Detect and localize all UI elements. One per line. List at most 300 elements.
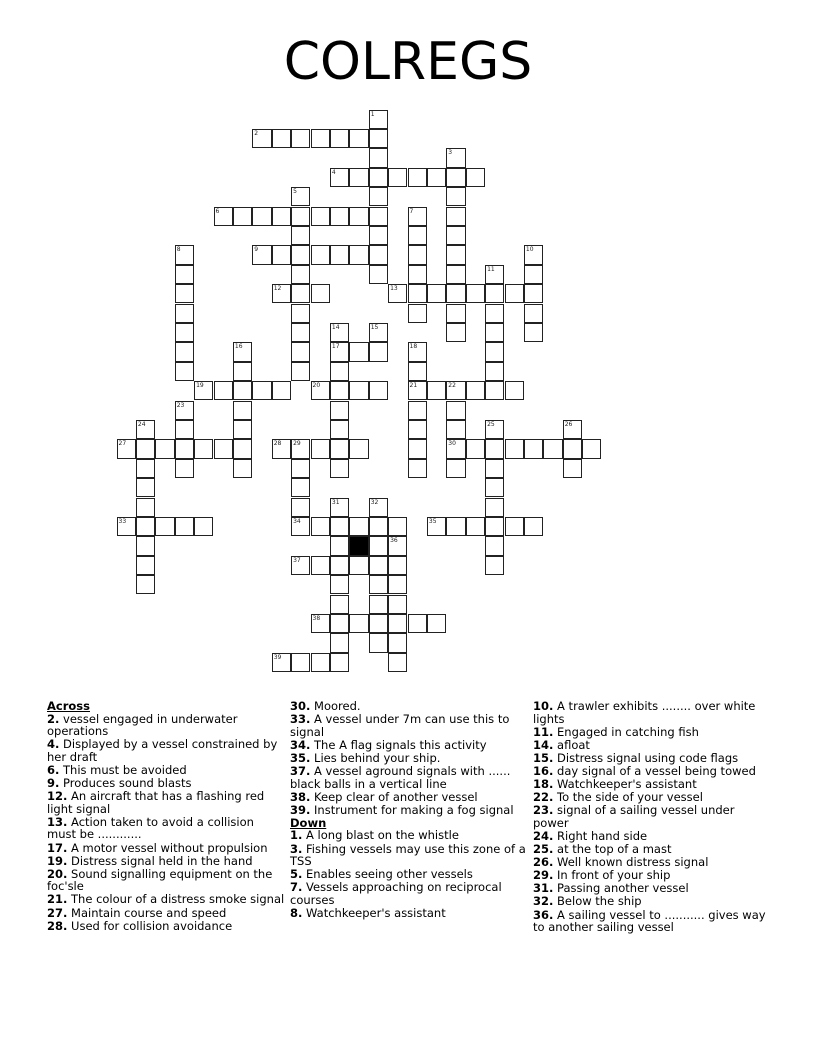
clue-text: The colour of a distress smoke signal [71,892,285,907]
grid-cell[interactable] [446,245,465,264]
grid-cell[interactable] [408,207,427,226]
grid-cell[interactable] [408,304,427,323]
clue-number-label: 26. [533,855,554,870]
grid-cell[interactable] [369,342,388,361]
grid-cell[interactable] [446,187,465,206]
clue-number: 2 [254,129,259,137]
grid-cell[interactable] [330,459,349,478]
clue-text: Engaged in catching fish [557,724,699,739]
grid-cell[interactable] [175,362,194,381]
grid-cell[interactable] [311,207,330,226]
grid-cell[interactable] [349,129,368,148]
clue-number: 12 [273,285,282,293]
grid-cell[interactable] [233,401,252,420]
grid-cell[interactable] [252,381,271,400]
grid-cell[interactable] [311,245,330,264]
grid-cell[interactable] [330,595,349,614]
grid-cell[interactable] [446,168,465,187]
grid-cell[interactable] [446,420,465,439]
grid-cell[interactable] [408,226,427,245]
grid-cell[interactable] [291,556,310,575]
grid-cell[interactable] [369,187,388,206]
grid-cell[interactable] [446,304,465,323]
grid-cell[interactable] [349,556,368,575]
grid-cell[interactable] [485,556,504,575]
grid-cell[interactable] [175,323,194,342]
grid-cell[interactable] [272,284,291,303]
grid-cell[interactable] [214,381,233,400]
grid-cell[interactable] [446,226,465,245]
grid-cell[interactable] [524,245,543,264]
clue-item [290,713,528,738]
grid-cell[interactable] [427,614,446,633]
grid-cell[interactable] [427,284,446,303]
clue-number: 25 [487,420,495,428]
grid-cell[interactable] [291,517,310,536]
grid-cell[interactable] [466,517,485,536]
clue-number-label: 22. [533,790,554,805]
grid-cell[interactable] [136,420,155,439]
grid-cell[interactable] [446,439,465,458]
grid-cell[interactable] [136,556,155,575]
grid-cell[interactable] [408,362,427,381]
grid-cell[interactable] [427,381,446,400]
clue-text: Lies behind your ship. [314,750,441,765]
grid-cell[interactable] [485,420,504,439]
clue-number: 11 [487,265,495,273]
grid-cell[interactable] [524,517,543,536]
grid-cell[interactable] [194,381,213,400]
clue-number: 10 [525,246,534,254]
clue-number-label: 19. [47,853,68,868]
grid-cell[interactable] [233,381,252,400]
grid-cell[interactable] [524,439,543,458]
grid-cell[interactable] [466,381,485,400]
clue-number-label: 39. [290,802,311,817]
grid-cell[interactable] [214,439,233,458]
grid-cell[interactable] [155,517,174,536]
grid-cell[interactable] [291,459,310,478]
grid-cell[interactable] [524,284,543,303]
grid-cell[interactable] [330,129,349,148]
grid-cell[interactable] [485,459,504,478]
grid-cell[interactable] [136,459,155,478]
clue-item [47,764,285,777]
clue-item [533,700,773,725]
clue-text: Instrument for making a fog signal [314,802,514,817]
clue-number: 21 [409,382,418,390]
clue-number-label: 15. [533,750,554,765]
grid-cell[interactable] [349,439,368,458]
clue-text: day signal of a vessel being towed [557,763,756,778]
grid-cell[interactable] [563,420,582,439]
clue-number-label: 30. [290,699,311,713]
grid-cell[interactable] [291,207,310,226]
grid-cell[interactable] [388,575,407,594]
grid-cell[interactable] [252,129,271,148]
grid-cell[interactable] [175,459,194,478]
clue-number-label: 5. [290,867,303,882]
grid-cell[interactable] [330,245,349,264]
clue-item [533,791,773,804]
clue-text: Right hand side [557,828,648,843]
grid-cell[interactable] [505,284,524,303]
grid-cell[interactable] [446,265,465,284]
grid-cell[interactable] [543,439,562,458]
clue-number-label: 38. [290,789,311,804]
clue-item [533,869,773,882]
grid-cell[interactable] [446,207,465,226]
grid-cell[interactable] [291,304,310,323]
clue-text: A vessel under 7m can use this to signal [290,712,510,739]
grid-cell[interactable] [369,633,388,652]
clue-item [290,700,528,713]
clues-column-2 [290,700,528,920]
clue-number-label: 18. [533,777,554,792]
clue-number: 37 [293,556,301,564]
grid-cell[interactable] [349,207,368,226]
grid-cell[interactable] [369,614,388,633]
grid-cell[interactable] [233,439,252,458]
grid-cell[interactable] [272,129,291,148]
clue-number: 33 [118,517,127,525]
clue-item [47,920,285,933]
grid-cell[interactable] [175,284,194,303]
grid-cell[interactable] [485,478,504,497]
grid-cell[interactable] [330,323,349,342]
grid-cell[interactable] [330,556,349,575]
grid-cell[interactable] [388,536,407,555]
clue-item [47,893,285,906]
grid-cell[interactable] [194,517,213,536]
grid-cell[interactable] [330,536,349,555]
clue-number: 27 [118,440,127,448]
clue-item [290,765,528,790]
grid-cell[interactable] [311,284,330,303]
clue-number: 34 [293,517,301,525]
grid-cell[interactable] [485,498,504,517]
across-heading: Across [47,699,90,713]
grid-cell[interactable] [369,265,388,284]
grid-cell[interactable] [466,439,485,458]
grid-cell[interactable] [408,614,427,633]
clue-number-label: 25. [533,842,554,857]
grid-cell[interactable] [233,459,252,478]
grid-cell[interactable] [446,381,465,400]
grid-cell[interactable] [291,129,310,148]
clue-number: 13 [390,285,398,293]
clue-text: Below the ship [557,894,642,909]
grid-cell[interactable] [117,439,136,458]
clue-item [47,777,285,790]
grid-cell[interactable] [291,323,310,342]
clue-number-label: 23. [533,803,554,818]
clue-number-label: 27. [47,905,68,920]
grid-cell[interactable] [272,245,291,264]
grid-cell[interactable] [330,614,349,633]
clue-number-label: 34. [290,737,311,752]
grid-cell[interactable] [408,439,427,458]
grid-cell[interactable] [291,498,310,517]
grid-cell[interactable] [136,478,155,497]
clue-text: Maintain course and speed [71,905,227,920]
grid-cell[interactable] [291,245,310,264]
grid-cell[interactable] [563,459,582,478]
grid-cell[interactable] [485,362,504,381]
grid-cell[interactable] [446,459,465,478]
grid-cell[interactable] [349,342,368,361]
grid-cell[interactable] [291,226,310,245]
grid-cell[interactable] [330,498,349,517]
grid-cell[interactable] [349,168,368,187]
grid-cell[interactable] [369,226,388,245]
grid-cell[interactable] [485,265,504,284]
grid-cell[interactable] [330,401,349,420]
grid-cell[interactable] [485,304,504,323]
clue-number: 31 [331,498,340,506]
clue-item [290,868,528,881]
grid-cell[interactable] [369,168,388,187]
clue-text: Produces sound blasts [63,776,192,791]
grid-cell[interactable] [485,284,504,303]
grid-cell[interactable] [408,401,427,420]
grid-cell[interactable] [505,381,524,400]
clue-text: This must be avoided [63,762,187,777]
grid-cell[interactable] [330,362,349,381]
clue-number-label: 9. [47,776,60,791]
grid-cell[interactable] [272,207,291,226]
grid-cell[interactable] [369,129,388,148]
grid-cell[interactable] [408,342,427,361]
grid-cell[interactable] [369,536,388,555]
grid-cell[interactable] [446,323,465,342]
clue-text: A motor vessel without propulsion [71,840,268,855]
grid-cell[interactable] [505,439,524,458]
grid-cell[interactable] [291,284,310,303]
grid-cell[interactable] [136,498,155,517]
clue-number: 15 [370,323,379,331]
grid-cell[interactable] [446,517,465,536]
grid-cell[interactable] [330,517,349,536]
clue-item [290,843,528,868]
grid-cell[interactable] [311,517,330,536]
grid-cell[interactable] [349,517,368,536]
clue-number: 8 [176,246,181,254]
grid-cell[interactable] [446,284,465,303]
clues-column-3 [533,700,773,934]
grid-cell[interactable] [291,653,310,672]
grid-cell[interactable] [311,381,330,400]
grid-cell[interactable] [330,439,349,458]
grid-cell[interactable] [330,207,349,226]
grid-cell[interactable] [485,439,504,458]
clue-text: Distress signal held in the hand [71,853,253,868]
grid-cell[interactable] [311,653,330,672]
down-clue-list-continued [533,700,773,934]
clue-item [47,868,285,893]
grid-cell[interactable] [252,245,271,264]
grid-cell[interactable] [427,517,446,536]
grid-cell[interactable] [388,595,407,614]
clue-number-label: 10. [533,699,554,713]
grid-cell[interactable] [408,265,427,284]
grid-cell[interactable] [330,168,349,187]
clue-number: 29 [293,440,301,448]
grid-cell[interactable] [311,614,330,633]
grid-cell[interactable] [369,556,388,575]
grid-cell[interactable] [175,517,194,536]
clue-number: 16 [234,343,243,351]
down-clue-list [290,829,528,919]
grid-cell[interactable] [136,439,155,458]
clue-item [533,882,773,895]
grid-cell[interactable] [369,517,388,536]
grid-cell[interactable] [175,420,194,439]
grid-cell[interactable] [485,323,504,342]
clue-item [533,856,773,869]
grid-cell[interactable] [175,439,194,458]
grid-cell[interactable] [214,207,233,226]
grid-cell[interactable] [349,245,368,264]
grid-cell[interactable] [524,265,543,284]
grid-cell[interactable] [330,381,349,400]
clue-number: 32 [370,498,379,506]
grid-cell[interactable] [408,168,427,187]
grid-cell[interactable] [388,653,407,672]
grid-cell[interactable] [175,342,194,361]
clue-text: The A flag signals this activity [314,737,487,752]
grid-cell[interactable] [349,381,368,400]
clue-number: 4 [331,168,336,176]
grid-cell[interactable] [349,614,368,633]
grid-cell[interactable] [388,614,407,633]
grid-cell[interactable] [291,439,310,458]
clue-number: 30 [448,440,456,448]
grid-cell[interactable] [233,342,252,361]
grid-cell[interactable] [388,168,407,187]
grid-cell[interactable] [485,342,504,361]
grid-cell[interactable] [466,168,485,187]
grid-cell[interactable] [136,517,155,536]
grid-cell[interactable] [194,439,213,458]
grid-cell[interactable] [466,284,485,303]
grid-cell[interactable] [330,342,349,361]
grid-cell[interactable] [427,168,446,187]
grid-cell[interactable] [330,633,349,652]
grid-cell[interactable] [388,284,407,303]
grid-cell[interactable] [485,536,504,555]
grid-cell[interactable] [311,556,330,575]
grid-cell[interactable] [446,401,465,420]
grid-cell[interactable] [582,439,601,458]
grid-cell[interactable] [272,381,291,400]
grid-cell[interactable] [291,362,310,381]
grid-cell[interactable] [330,420,349,439]
grid-cell[interactable] [485,517,504,536]
grid-cell[interactable] [369,381,388,400]
grid-cell[interactable] [485,381,504,400]
grid-cell[interactable] [524,323,543,342]
grid-cell[interactable] [330,575,349,594]
clue-number-label: 29. [533,868,554,883]
grid-cell[interactable] [291,187,310,206]
grid-cell[interactable] [311,439,330,458]
grid-cell[interactable] [272,439,291,458]
grid-cell[interactable] [369,110,388,129]
clue-number-label: 7. [290,880,303,895]
grid-cell[interactable] [175,401,194,420]
grid-cell[interactable] [369,595,388,614]
grid-cell[interactable] [291,342,310,361]
clue-number-label: 13. [47,814,68,829]
grid-cell[interactable] [311,129,330,148]
grid-cell[interactable] [408,381,427,400]
grid-cell[interactable] [446,148,465,167]
grid-cell[interactable] [252,207,271,226]
grid-cell[interactable] [175,245,194,264]
grid-cell[interactable] [563,439,582,458]
clue-item [290,881,528,906]
grid-cell[interactable] [155,439,174,458]
clue-number: 35 [428,517,437,525]
clue-number-label: 32. [533,894,554,909]
clue-text: Action taken to avoid a collision must be ............ [47,814,254,842]
clue-item [290,752,528,765]
grid-cell[interactable] [388,556,407,575]
grid-cell[interactable] [233,207,252,226]
clue-number-label: 31. [533,881,554,896]
grid-cell[interactable] [369,575,388,594]
clue-text: Moored. [314,699,361,713]
grid-cell[interactable] [233,420,252,439]
grid-cell[interactable] [330,653,349,672]
grid-cell[interactable] [408,245,427,264]
grid-cell[interactable] [408,420,427,439]
grid-cell[interactable] [136,536,155,555]
grid-cell[interactable] [369,323,388,342]
grid-cell[interactable] [408,284,427,303]
grid-cell[interactable] [505,517,524,536]
grid-cell[interactable] [388,517,407,536]
clue-item [47,790,285,815]
grid-cell[interactable] [408,459,427,478]
clue-number-label: 16. [533,763,554,778]
clue-number: 24 [137,420,146,428]
grid-cell[interactable] [369,245,388,264]
clue-item [47,842,285,855]
clue-number-label: 28. [47,918,68,933]
clue-item [47,738,285,763]
grid-cell[interactable] [388,633,407,652]
grid-cell[interactable] [369,207,388,226]
grid-cell[interactable] [272,653,291,672]
grid-cell[interactable] [291,478,310,497]
clue-number-label: 21. [47,892,68,907]
grid-cell[interactable] [369,498,388,517]
grid-cell[interactable] [175,304,194,323]
clue-number: 20 [312,382,321,390]
clue-item [533,830,773,843]
clue-number-label: 17. [47,840,68,855]
clue-text: A sailing vessel to ........... gives way to another sailing vessel [533,907,766,935]
grid-cell[interactable] [524,304,543,323]
grid-cell[interactable] [117,517,136,536]
grid-cell[interactable] [175,265,194,284]
grid-cell[interactable] [233,362,252,381]
grid-cell[interactable] [136,575,155,594]
grid-cell[interactable] [291,265,310,284]
grid-cell[interactable] [369,148,388,167]
